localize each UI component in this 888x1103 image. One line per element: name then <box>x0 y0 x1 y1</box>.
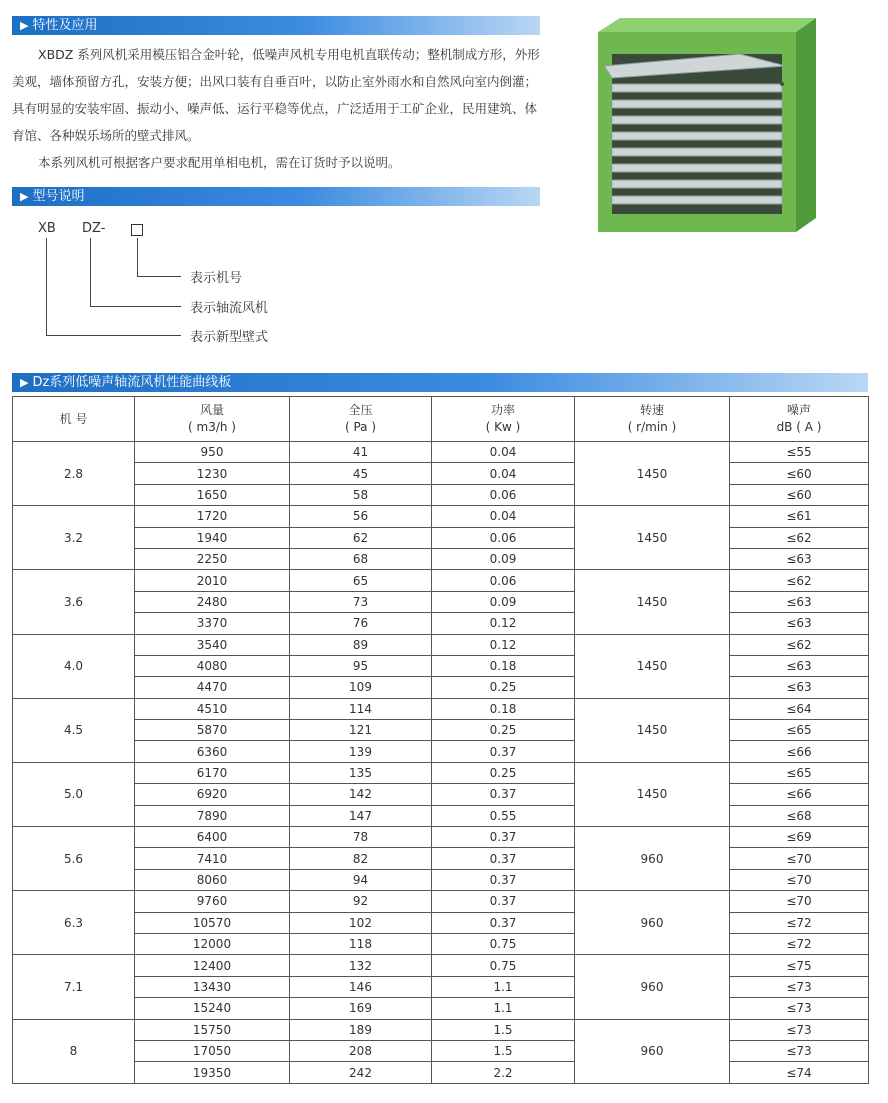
header-unit: ( r/min ) <box>627 420 677 434</box>
cell-noise: ≤66 <box>730 784 869 805</box>
section-header-features <box>12 16 540 35</box>
section-header-performance <box>12 373 868 392</box>
table-row <box>13 591 869 612</box>
header-label: 全压 <box>348 403 373 417</box>
header-noise <box>730 397 869 442</box>
cell-pressure: 102 <box>290 912 432 933</box>
cell-pressure: 73 <box>290 591 432 612</box>
cell-airflow: 10570 <box>135 912 290 933</box>
legend-wall-type: 表示新型壁式 <box>190 330 269 345</box>
cell-airflow: 13430 <box>135 976 290 997</box>
cell-model: 4.5 <box>13 698 135 762</box>
cell-model: 3.2 <box>13 506 135 570</box>
cell-pressure: 94 <box>290 869 432 890</box>
table-row <box>13 805 869 826</box>
cell-pressure: 189 <box>290 1019 432 1040</box>
connector-line <box>90 238 91 306</box>
cell-airflow: 1720 <box>135 506 290 527</box>
cell-airflow: 3370 <box>135 613 290 634</box>
table-row <box>13 1062 869 1083</box>
cell-noise: ≤65 <box>730 720 869 741</box>
cell-airflow: 5870 <box>135 720 290 741</box>
header-unit: ( Pa ) <box>344 420 377 434</box>
table-row <box>13 955 869 976</box>
cell-model: 7.1 <box>13 955 135 1019</box>
cell-airflow: 2010 <box>135 570 290 591</box>
table-body <box>13 442 869 1084</box>
header-unit: dB ( A ) <box>776 420 822 434</box>
connector-line <box>90 306 181 307</box>
connector-line <box>46 238 47 335</box>
table-row <box>13 484 869 505</box>
table-row <box>13 527 869 548</box>
table-row <box>13 998 869 1019</box>
cell-model: 8 <box>13 1019 135 1083</box>
cell-noise: ≤62 <box>730 570 869 591</box>
cell-pressure: 147 <box>290 805 432 826</box>
cell-power: 0.25 <box>432 677 575 698</box>
cell-model: 2.8 <box>13 442 135 506</box>
cell-noise: ≤65 <box>730 762 869 783</box>
cell-power: 0.37 <box>432 741 575 762</box>
cell-noise: ≤63 <box>730 655 869 676</box>
cell-power: 0.25 <box>432 762 575 783</box>
cell-pressure: 121 <box>290 720 432 741</box>
table-row <box>13 912 869 933</box>
legend-model-number: 表示机号 <box>190 271 243 286</box>
cell-power: 0.06 <box>432 527 575 548</box>
table-row <box>13 933 869 954</box>
cell-power: 1.1 <box>432 998 575 1019</box>
cell-airflow: 15240 <box>135 998 290 1019</box>
cell-power: 1.1 <box>432 976 575 997</box>
section-title: 特性及应用 <box>32 18 98 33</box>
cell-airflow: 7890 <box>135 805 290 826</box>
cell-model: 5.0 <box>13 762 135 826</box>
cell-pressure: 68 <box>290 548 432 569</box>
cell-pressure: 146 <box>290 976 432 997</box>
cell-pressure: 78 <box>290 827 432 848</box>
header-speed <box>575 397 730 442</box>
cell-speed: 960 <box>575 1019 730 1083</box>
cell-airflow: 4510 <box>135 698 290 719</box>
cell-noise: ≤63 <box>730 548 869 569</box>
connector-line <box>137 238 138 276</box>
features-paragraph: XBDZ 系列风机采用模压铝合金叶轮，低噪声风机专用电机直联传动；整机制成方形，外形美观，墙体预留方孔，安装方便；出风口装有自垂百叶，以防止室外雨水和自然风向室内倒灌；具有明显的安装牢固、振动小、噪声低、运行平稳等优点，广泛适用于工矿企业，民用建筑、体育馆、各种娱乐场所的壁式排风。 <box>12 47 540 143</box>
cell-noise: ≤70 <box>730 869 869 890</box>
table-row <box>13 891 869 912</box>
cell-power: 0.18 <box>432 698 575 719</box>
cell-pressure: 242 <box>290 1062 432 1083</box>
cell-noise: ≤73 <box>730 1040 869 1061</box>
cell-speed: 1450 <box>575 570 730 634</box>
cell-pressure: 82 <box>290 848 432 869</box>
table-row <box>13 1040 869 1061</box>
cell-power: 0.04 <box>432 442 575 463</box>
cell-pressure: 76 <box>290 613 432 634</box>
cell-power: 0.37 <box>432 827 575 848</box>
cell-airflow: 6920 <box>135 784 290 805</box>
header-label: 功率 <box>490 403 515 417</box>
table-header-row <box>13 397 869 442</box>
triangle-bullet-icon: ▶ <box>20 376 29 389</box>
header-label: 转速 <box>639 403 664 417</box>
cell-noise: ≤70 <box>730 848 869 869</box>
cell-power: 0.04 <box>432 463 575 484</box>
cell-model: 4.0 <box>13 634 135 698</box>
cell-noise: ≤73 <box>730 998 869 1019</box>
cell-noise: ≤62 <box>730 634 869 655</box>
connector-line <box>137 276 181 277</box>
table-row <box>13 506 869 527</box>
section-title: Dz系列低噪声轴流风机性能曲线板 <box>32 375 232 390</box>
cell-pressure: 92 <box>290 891 432 912</box>
code-dz: DZ- <box>82 221 106 236</box>
table-row <box>13 442 869 463</box>
section-header-model <box>12 187 540 206</box>
cell-pressure: 45 <box>290 463 432 484</box>
cell-speed: 1450 <box>575 762 730 826</box>
cell-noise: ≤55 <box>730 442 869 463</box>
cell-speed: 1450 <box>575 506 730 570</box>
cell-speed: 960 <box>575 891 730 955</box>
cell-airflow: 7410 <box>135 848 290 869</box>
performance-table <box>12 396 869 1084</box>
cell-airflow: 12400 <box>135 955 290 976</box>
single-phase-note: 本系列风机可根据客户要求配用单相电机，需在订货时予以说明。 <box>38 155 401 170</box>
header-pressure <box>290 397 432 442</box>
cell-noise: ≤75 <box>730 955 869 976</box>
model-number-box-icon <box>131 224 143 236</box>
cell-airflow: 15750 <box>135 1019 290 1040</box>
cell-airflow: 3540 <box>135 634 290 655</box>
table-row <box>13 827 869 848</box>
header-airflow <box>135 397 290 442</box>
header-label: 风量 <box>199 403 224 417</box>
cell-pressure: 109 <box>290 677 432 698</box>
cell-power: 0.06 <box>432 484 575 505</box>
header-unit: ( Kw ) <box>485 420 521 434</box>
connector-line <box>46 335 181 336</box>
cell-airflow: 2250 <box>135 548 290 569</box>
cell-pressure: 56 <box>290 506 432 527</box>
cell-airflow: 950 <box>135 442 290 463</box>
cell-pressure: 142 <box>290 784 432 805</box>
section-title: 型号说明 <box>32 189 85 204</box>
cell-pressure: 62 <box>290 527 432 548</box>
cell-power: 1.5 <box>432 1040 575 1061</box>
cell-power: 0.75 <box>432 933 575 954</box>
header-label: 噪声 <box>786 403 811 417</box>
table-row <box>13 762 869 783</box>
table-row <box>13 463 869 484</box>
table-row <box>13 548 869 569</box>
cell-noise: ≤60 <box>730 484 869 505</box>
cell-noise: ≤72 <box>730 933 869 954</box>
cell-noise: ≤68 <box>730 805 869 826</box>
cell-noise: ≤63 <box>730 677 869 698</box>
cell-pressure: 118 <box>290 933 432 954</box>
table-row <box>13 784 869 805</box>
cell-noise: ≤62 <box>730 527 869 548</box>
code-xb: XB <box>38 221 56 236</box>
table-row <box>13 570 869 591</box>
cell-speed: 1450 <box>575 634 730 698</box>
cell-airflow: 1230 <box>135 463 290 484</box>
table-row <box>13 720 869 741</box>
cell-airflow: 12000 <box>135 933 290 954</box>
header-power <box>432 397 575 442</box>
cell-noise: ≤73 <box>730 1019 869 1040</box>
cell-airflow: 1940 <box>135 527 290 548</box>
legend-axial-fan: 表示轴流风机 <box>190 301 269 316</box>
cell-airflow: 19350 <box>135 1062 290 1083</box>
cell-airflow: 9760 <box>135 891 290 912</box>
cell-noise: ≤64 <box>730 698 869 719</box>
cell-power: 0.37 <box>432 784 575 805</box>
cell-speed: 960 <box>575 827 730 891</box>
cell-airflow: 4470 <box>135 677 290 698</box>
header-model <box>13 397 135 442</box>
table-row <box>13 655 869 676</box>
cell-power: 0.25 <box>432 720 575 741</box>
table-row <box>13 741 869 762</box>
cell-power: 0.55 <box>432 805 575 826</box>
cell-airflow: 6170 <box>135 762 290 783</box>
cell-power: 0.37 <box>432 869 575 890</box>
cell-noise: ≤73 <box>730 976 869 997</box>
cell-pressure: 58 <box>290 484 432 505</box>
cell-noise: ≤72 <box>730 912 869 933</box>
cell-noise: ≤63 <box>730 591 869 612</box>
cell-pressure: 114 <box>290 698 432 719</box>
triangle-bullet-icon: ▶ <box>20 190 29 203</box>
cell-airflow: 6360 <box>135 741 290 762</box>
wall-fan-product-image <box>590 14 820 239</box>
cell-power: 0.12 <box>432 613 575 634</box>
header-unit: ( m3/h ) <box>188 420 236 434</box>
cell-pressure: 139 <box>290 741 432 762</box>
cell-pressure: 169 <box>290 998 432 1019</box>
cell-power: 0.09 <box>432 591 575 612</box>
cell-airflow: 2480 <box>135 591 290 612</box>
cell-speed: 960 <box>575 955 730 1019</box>
cell-airflow: 1650 <box>135 484 290 505</box>
cell-power: 0.04 <box>432 506 575 527</box>
cell-noise: ≤69 <box>730 827 869 848</box>
cell-speed: 1450 <box>575 698 730 762</box>
cell-power: 0.75 <box>432 955 575 976</box>
cell-speed: 1450 <box>575 442 730 506</box>
table-row <box>13 677 869 698</box>
cell-power: 0.37 <box>432 891 575 912</box>
cell-power: 1.5 <box>432 1019 575 1040</box>
cell-power: 0.09 <box>432 548 575 569</box>
cell-pressure: 41 <box>290 442 432 463</box>
cell-model: 6.3 <box>13 891 135 955</box>
cell-airflow: 17050 <box>135 1040 290 1061</box>
table-row <box>13 1019 869 1040</box>
table-row <box>13 698 869 719</box>
cell-airflow: 6400 <box>135 827 290 848</box>
cell-noise: ≤63 <box>730 613 869 634</box>
cell-model: 3.6 <box>13 570 135 634</box>
cell-pressure: 208 <box>290 1040 432 1061</box>
cell-power: 0.37 <box>432 912 575 933</box>
cell-noise: ≤74 <box>730 1062 869 1083</box>
cell-pressure: 135 <box>290 762 432 783</box>
table-row <box>13 848 869 869</box>
cell-noise: ≤66 <box>730 741 869 762</box>
table-row <box>13 634 869 655</box>
cell-pressure: 65 <box>290 570 432 591</box>
header-label: 机 号 <box>59 411 88 426</box>
cell-noise: ≤61 <box>730 506 869 527</box>
cell-pressure: 132 <box>290 955 432 976</box>
cell-power: 0.06 <box>432 570 575 591</box>
table-row <box>13 869 869 890</box>
cell-pressure: 95 <box>290 655 432 676</box>
cell-power: 0.37 <box>432 848 575 869</box>
table-row <box>13 976 869 997</box>
cell-pressure: 89 <box>290 634 432 655</box>
table-row <box>13 613 869 634</box>
cell-noise: ≤60 <box>730 463 869 484</box>
cell-noise: ≤70 <box>730 891 869 912</box>
cell-model: 5.6 <box>13 827 135 891</box>
cell-airflow: 4080 <box>135 655 290 676</box>
cell-power: 2.2 <box>432 1062 575 1083</box>
cell-power: 0.18 <box>432 655 575 676</box>
cell-airflow: 8060 <box>135 869 290 890</box>
triangle-bullet-icon: ▶ <box>20 19 29 32</box>
features-text <box>12 41 542 176</box>
cell-power: 0.12 <box>432 634 575 655</box>
